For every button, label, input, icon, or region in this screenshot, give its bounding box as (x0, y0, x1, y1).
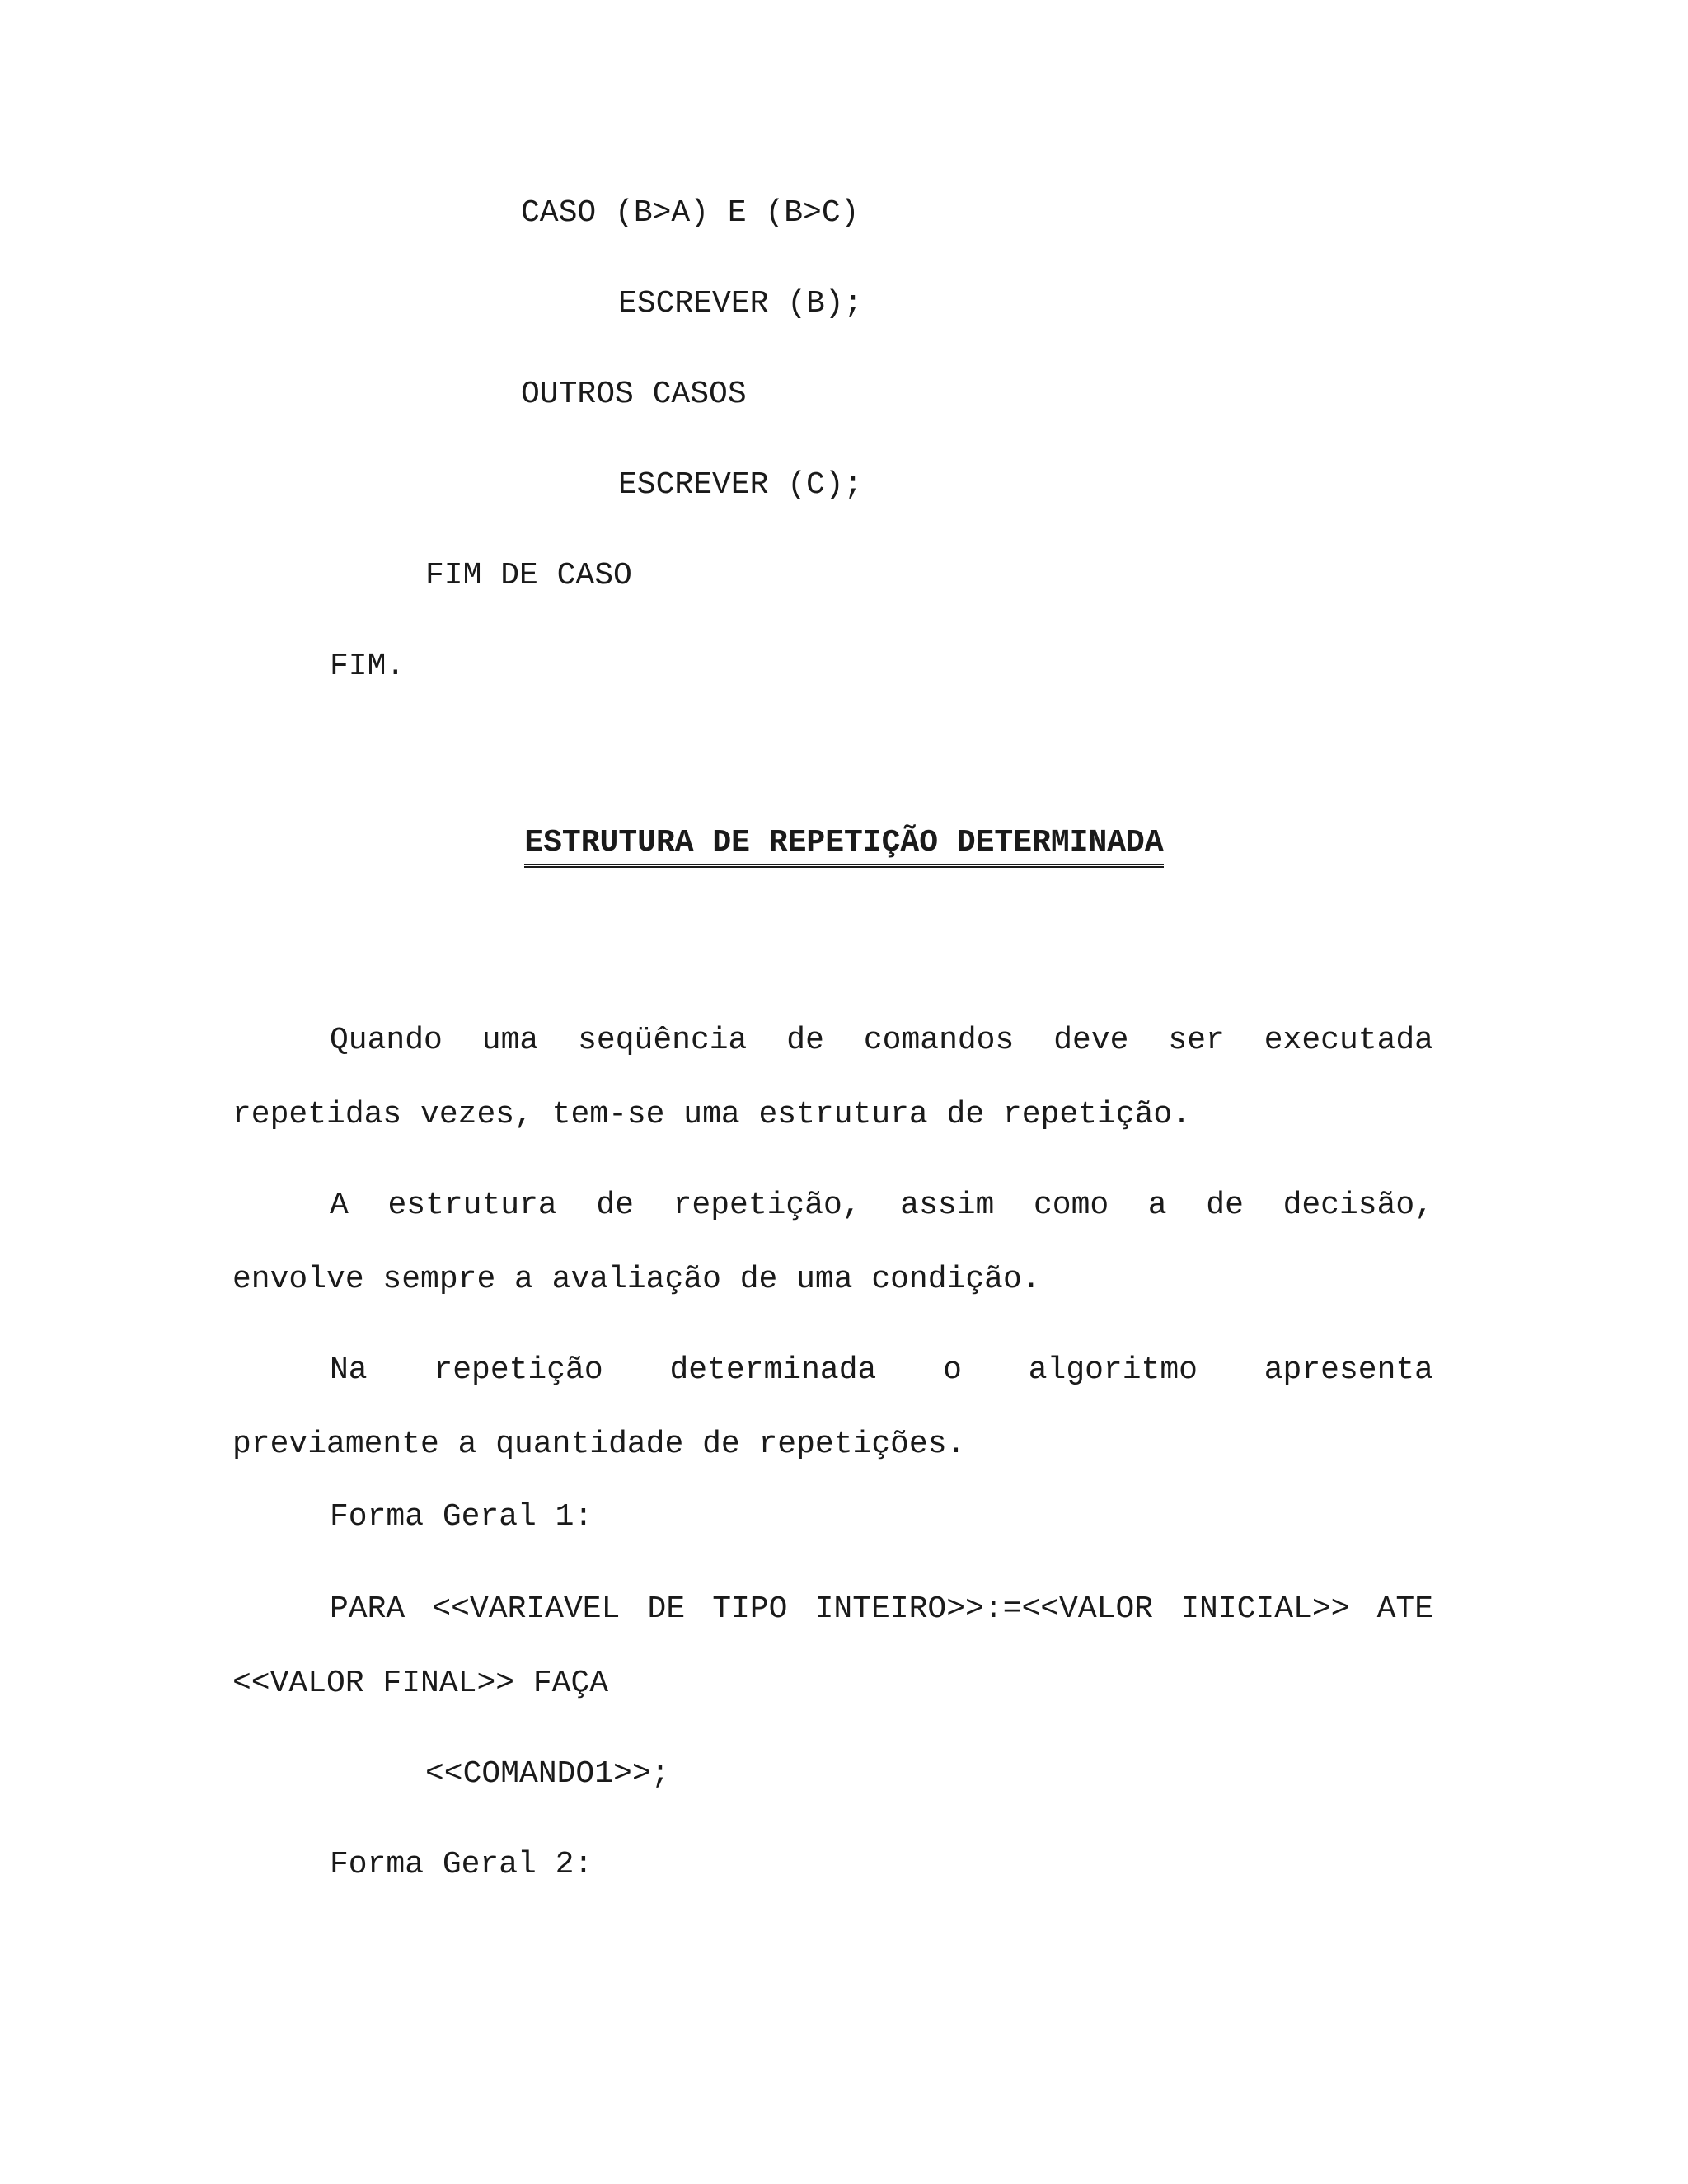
paragraph-1-line-1: Quando uma seqüência de comandos deve ser executada (330, 1023, 1433, 1058)
form-2-label: Forma Geral 2: (330, 1847, 593, 1882)
form-1-command: <<COMANDO1>>; (425, 1756, 670, 1792)
paragraph-1 (232, 1004, 1433, 1152)
form-1-line-2: <<VALOR FINAL>> FAÇA (232, 1666, 609, 1701)
code-line-fim-de-caso: FIM DE CASO (425, 558, 632, 593)
paragraph-2-line-1: A estrutura de repetição, assim como a de decisão, (330, 1188, 1433, 1223)
paragraph-2-line-2: envolve sempre a avaliação de uma condição. (232, 1262, 1041, 1297)
section-heading (0, 824, 1688, 868)
paragraph-2 (232, 1169, 1433, 1317)
form-1-statement (232, 1572, 1433, 1721)
form-1-label: Forma Geral 1: (330, 1499, 593, 1535)
paragraph-1-line-2: repetidas vezes, tem-se uma estrutura de repetição. (232, 1097, 1191, 1132)
form-1-line-1: PARA <<VARIAVEL DE TIPO INTEIRO>>:=<<VALOR INICIAL>> ATE (330, 1591, 1433, 1627)
paragraph-3-line-2: previamente a quantidade de repetições. (232, 1427, 966, 1462)
code-line-escrever-b: ESCREVER (B); (618, 286, 863, 321)
paragraph-3-line-1: Na repetição determinada o algoritmo apresenta (330, 1352, 1433, 1388)
code-line-fim: FIM. (330, 649, 406, 684)
code-line-caso: CASO (B>A) E (B>C) (521, 195, 860, 231)
code-line-escrever-c: ESCREVER (C); (618, 467, 863, 503)
code-line-outros-casos: OUTROS CASOS (521, 377, 747, 412)
paragraph-3 (232, 1333, 1433, 1482)
section-heading-text: ESTRUTURA DE REPETIÇÃO DETERMINADA (524, 824, 1163, 868)
